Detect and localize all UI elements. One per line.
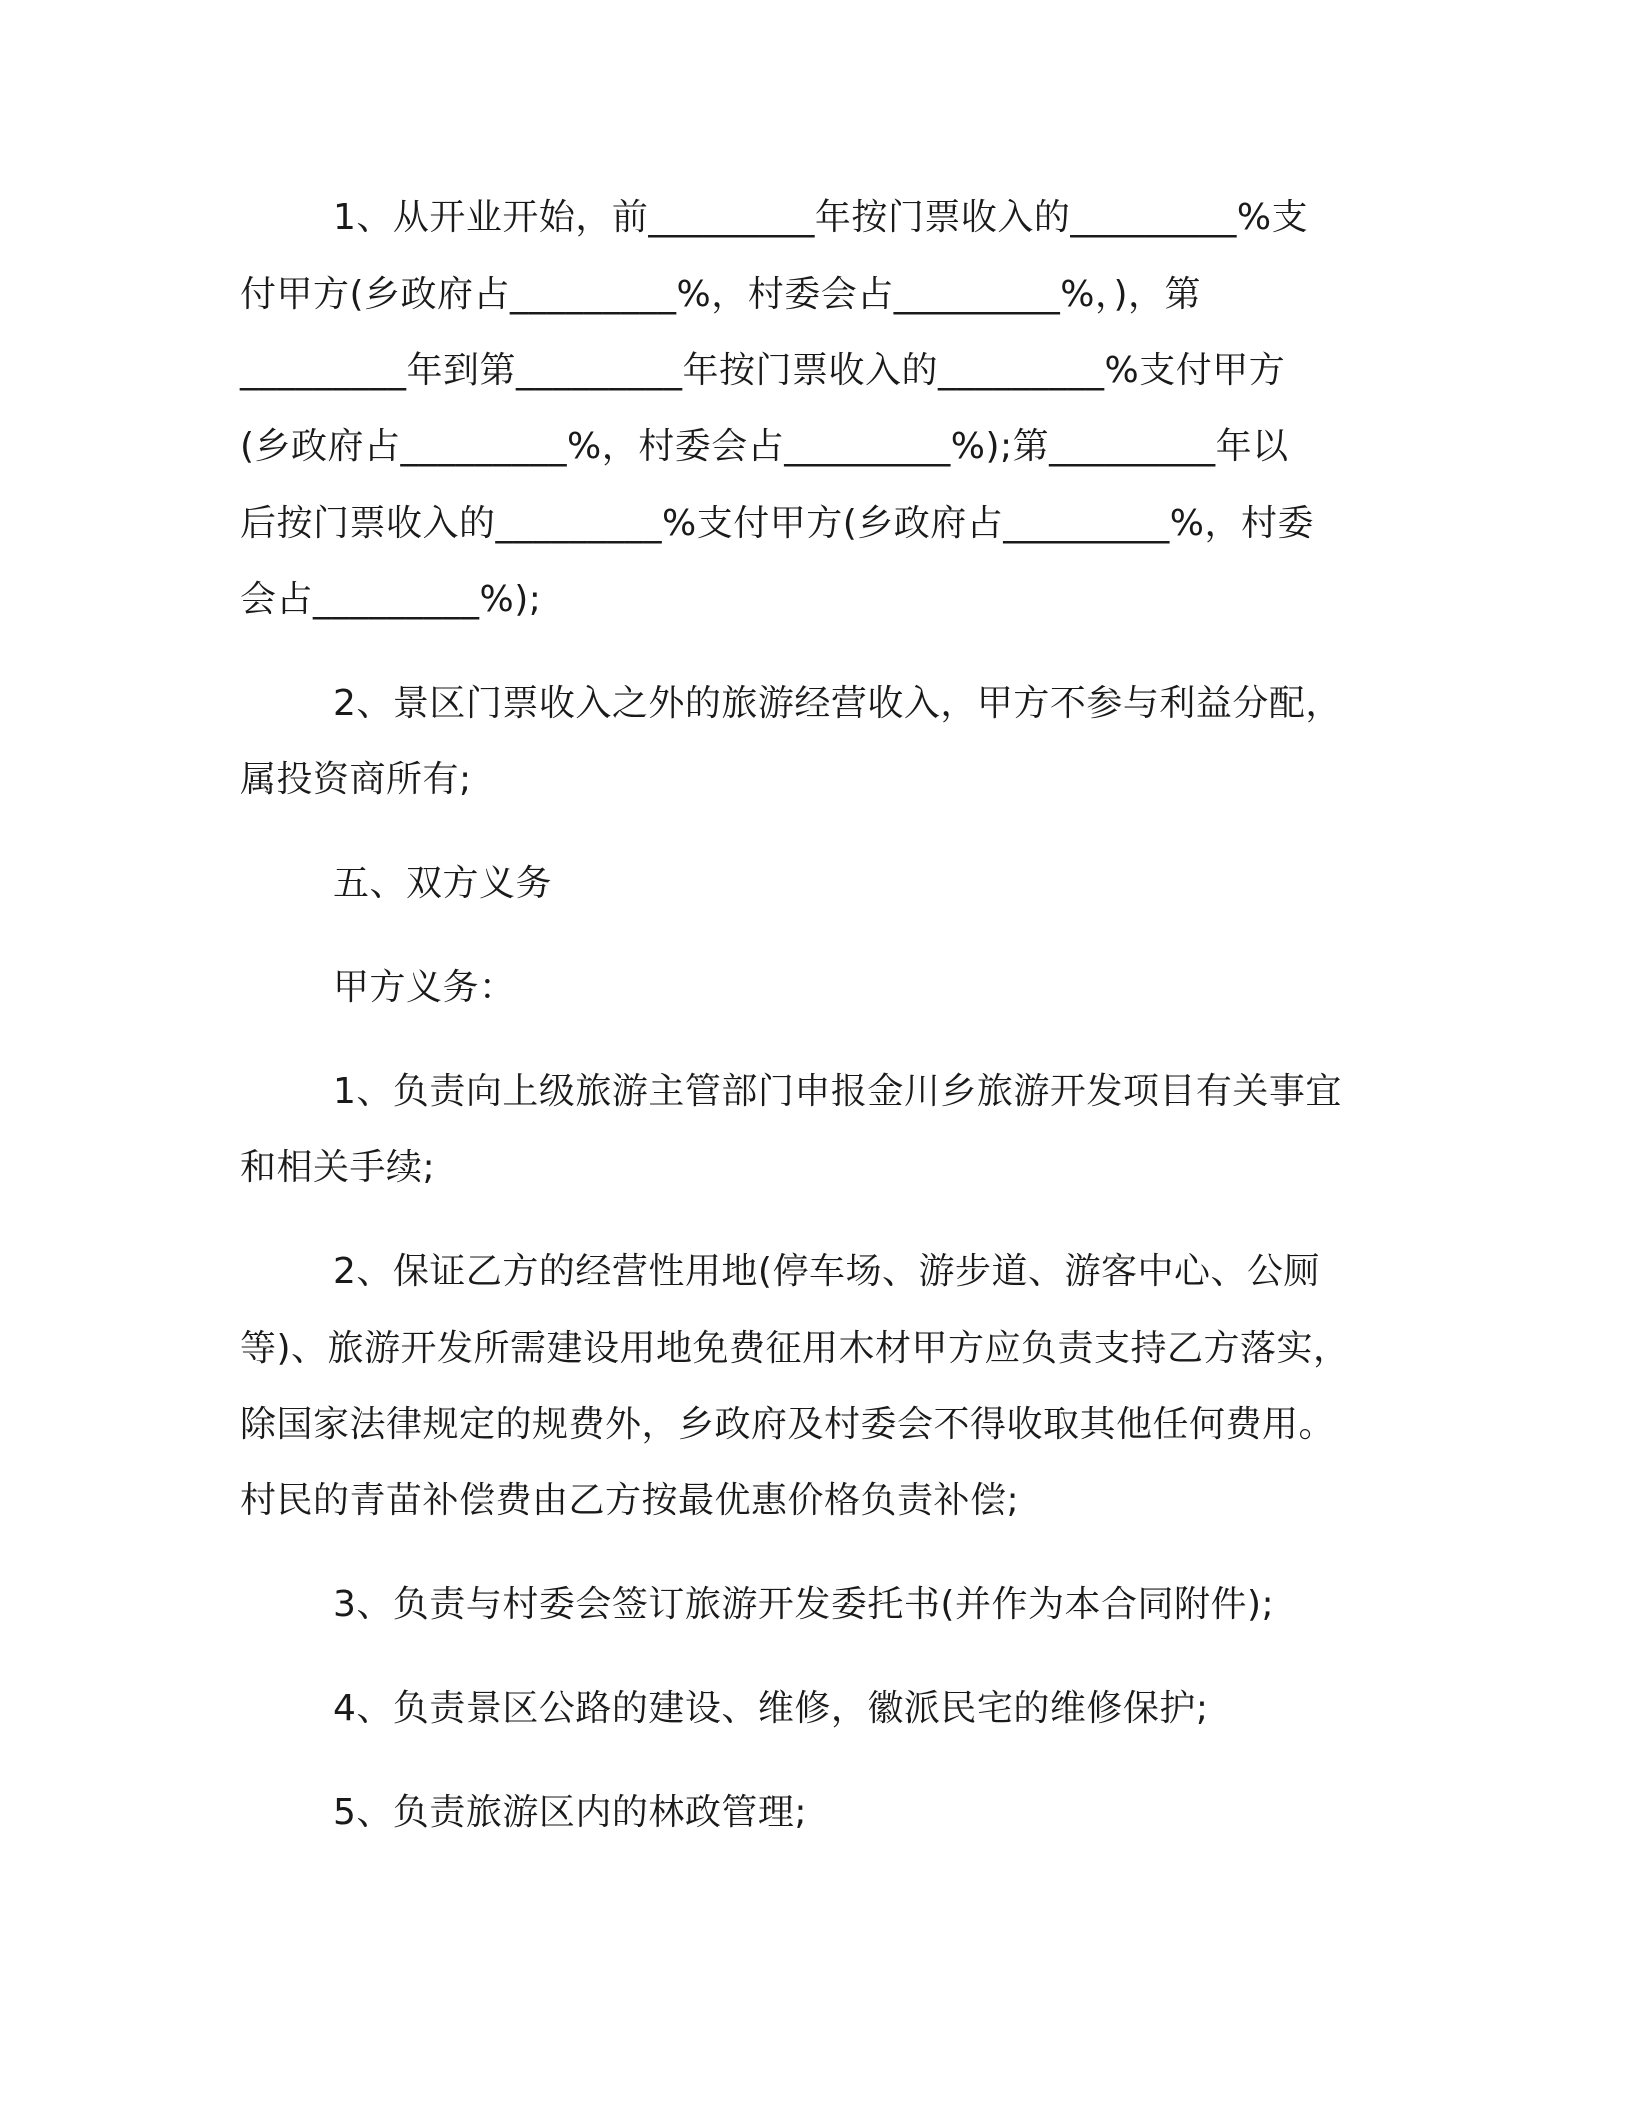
- duty-2-line-2: 等)、旅游开发所需建设用地免费征用木材甲方应负责支持乙方落实，: [240, 1328, 1350, 1369]
- duty-1-line-1: 1、负责向上级旅游主管部门申报金川乡旅游开发项目有关事宜: [333, 1071, 1342, 1112]
- para-1-line-2: 付甲方(乡政府占_________%，村委会占_________%，)，第: [240, 274, 1202, 315]
- section-heading: 五、双方义务: [333, 863, 553, 904]
- duty-2-line-3: 除国家法律规定的规费外，乡政府及村委会不得收取其他任何费用。: [240, 1404, 1336, 1445]
- duty-2-line-4: 村民的青苗补偿费由乙方按最优惠价格负责补偿;: [240, 1480, 1020, 1521]
- subheading-party-a: 甲方义务：: [333, 967, 516, 1008]
- para-1-line-4: (乡政府占_________%，村委会占_________%);第_________年以: [240, 426, 1289, 467]
- duty-1-line-2: 和相关手续;: [240, 1147, 436, 1188]
- para-1-line-1: 1、从开业开始，前_________年按门票收入的_________%支: [333, 197, 1309, 238]
- para-1-line-3: _________年到第_________年按门票收入的_________%支付甲方: [240, 350, 1286, 391]
- duty-5: 5、负责旅游区内的林政管理;: [333, 1792, 808, 1833]
- para-1-line-5: 后按门票收入的_________%支付甲方(乡政府占_________%，村委: [240, 503, 1314, 544]
- para-1-line-6: 会占_________%);: [240, 579, 542, 620]
- para-2-line-2: 属投资商所有;: [240, 759, 472, 800]
- duty-4: 4、负责景区公路的建设、维修，徽派民宅的维修保护;: [333, 1688, 1209, 1729]
- para-2-line-1: 2、景区门票收入之外的旅游经营收入，甲方不参与利益分配，: [333, 683, 1342, 724]
- duty-2-line-1: 2、保证乙方的经营性用地(停车场、游步道、游客中心、公厕: [333, 1251, 1320, 1292]
- duty-3: 3、负责与村委会签订旅游开发委托书(并作为本合同附件);: [333, 1584, 1275, 1625]
